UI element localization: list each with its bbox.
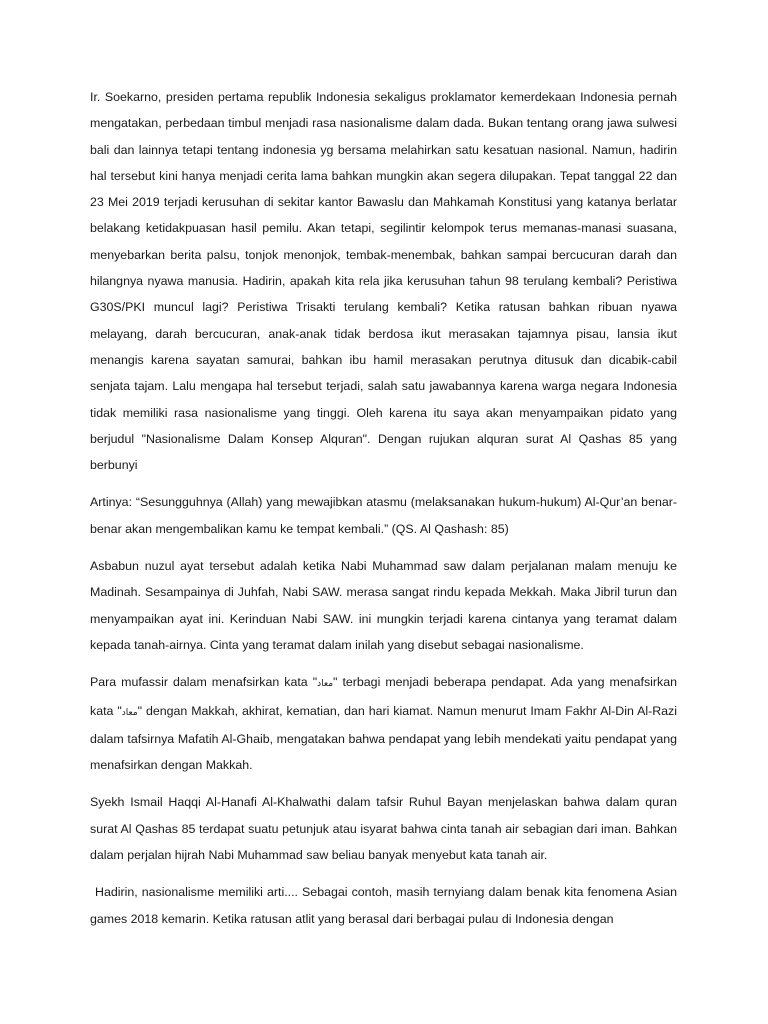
paragraph-asbabun-nuzul: Asbabun nuzul ayat tersebut adalah ketika Nabi Muhammad saw dalam perjalanan malam menuju ke Madinah. Sesampainya di Juhfah, Nabi SAW. merasa sangat rindu kepada Mekkah. Maka Jibril turun dan menyampaikan ayat ini. Kerinduan Nabi SAW. ini mungkin terjadi karena cintanya yang teramat dalam kepada tanah-airnya. Cinta yang teramat dalam inilah yang disebut sebagai nasionalisme. [90,559,677,652]
paragraph-ruhul-bayan: Syekh Ismail Haqqi Al-Hanafi Al-Khalwathi dalam tafsir Ruhul Bayan menjelaskan bahwa dalam quran surat Al Qashas 85 terdapat suatu petunjuk atau isyarat bahwa cinta tanah air sebagian dari iman. Bahkan dalam perjalan hijrah Nabi Muhammad saw beliau banyak menyebut kata tanah air. [90,795,677,863]
paragraph-intro: Ir. Soekarno, presiden pertama republik Indonesia sekaligus proklamator kemerdekaan Indonesia pernah mengatakan, perbedaan timbul menjadi rasa nasionalisme dalam dada. Bukan tentang orang jawa sulwesi bali dan lainnya tetapi tentang indonesia yg bersama melahirkan satu kesatuan nasional. Namun, hadirin hal tersebut kini hanya menjadi cerita lama bahkan mungkin akan segera dilupakan. Tepat tanggal 22 dan 23 Mei 2019 terjadi kerusuhan di sekitar kantor Bawaslu dan Mahkamah Konstitusi yang katanya berlatar belakang ketidakpuasan hasil pemilu. Akan tetapi, segilintir kelompok terus memanas-manasi suasana, menyebarkan berita palsu, tonjok menonjok, tembak-menembak, bahkan sampai bercucuran darah dan hilangnya nyawa manusia. Hadirin, apakah kita rela jika kerusuhan tahun 98 terulang kembali? Peristiwa G30S/PKI muncul lagi? Peristiwa Trisakti terulang kembali? Ketika ratusan bahkan ribuan nyawa melayang, darah bercucuran, anak-anak tidak berdosa ikut merasakan tajamnya pisau, lansia ikut menangis karena sayatan samurai, bahkan ibu hamil merasakan perutnya ditusuk dan dicabik-cabil senjata tajam. Lalu mengapa hal tersebut terjadi, salah satu jawabannya karena warga negara Indonesia tidak memiliki rasa nasionalisme yang tinggi. Oleh karena itu saya akan menyampaikan pidato yang berjudul "Nasionalisme Dalam Konsep Alquran". Dengan rujukan alquran surat Al Qashas 85 yang berbunyi [90,90,677,473]
paragraph-asian-games: Hadirin, nasionalisme memiliki arti.... Sebagai contoh, masih ternyiang dalam benak kita fenomena Asian games 2018 kemarin. Ketika ratusan atlit yang berasal dari berbagai pulau di Indonesia dengan [90,885,677,926]
paragraph-mufassir [90,669,677,778]
arabic-word: معاد [121,707,138,718]
text-segment: " dengan Makkah, akhirat, kematian, dan hari kiamat. Namun menurut Imam Fakhr Al-Din Al-Razi dalam tafsirnya Mafatih Al-Ghaib, mengatakan bahwa pendapat yang lebih mendekati yaitu pendapat yang menafsirkan dengan Makkah. [90,703,677,773]
text-segment: Para mufassir dalam menafsirkan kata " [90,675,318,690]
text-segment: " terbagi menjadi beberapa pendapat. Ada yang menafsirkan kata " [90,675,677,718]
paragraph-translation: Artinya: “Sesungguhnya (Allah) yang mewajibkan atasmu (melaksanakan hukum-hukum) Al-Qur’an benar-benar akan mengembalikan kamu ke tempat kembali.” (QS. Al Qashash: 85) [90,495,677,536]
arabic-word: معاد [317,679,334,690]
document-page [90,84,677,943]
